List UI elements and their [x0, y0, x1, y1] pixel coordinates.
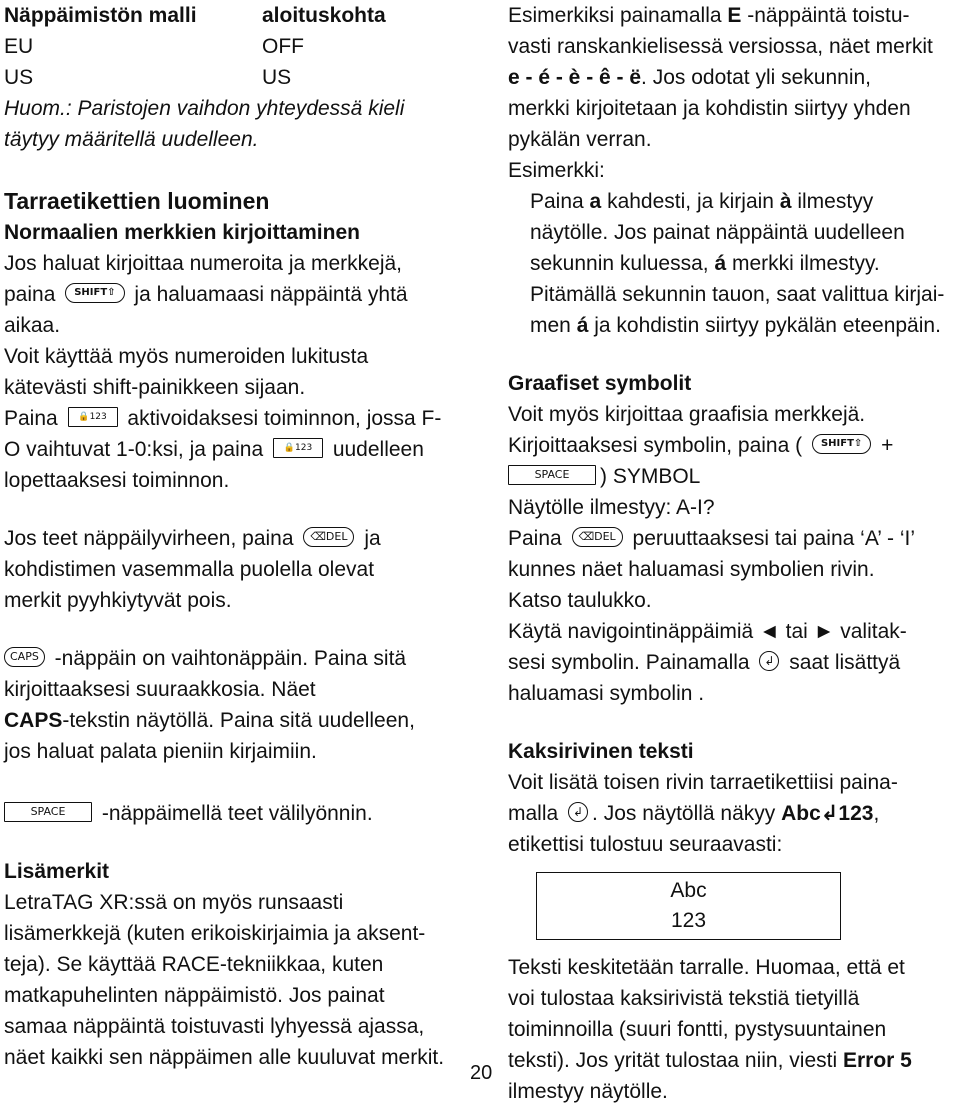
table-cell: US	[262, 66, 292, 89]
table-head-start: aloituskohta	[262, 4, 386, 27]
label-line-1: Abc	[670, 879, 707, 902]
text-line: Pitämällä sekunnin tauon, saat valittua kirjai-	[530, 283, 945, 306]
text-fragment: aktivoidaksesi toiminnon, jossa F-	[127, 407, 442, 430]
text-line	[4, 798, 459, 829]
text-fragment: men	[530, 314, 577, 337]
text-line	[4, 434, 459, 465]
text-line: LetraTAG XR:ssä on myös runsaasti	[4, 891, 344, 914]
table-row	[4, 62, 459, 93]
text-fragment: sesi symbolin. Painamalla	[508, 651, 750, 674]
table-cell: US	[4, 66, 34, 89]
keyboard-table-header	[4, 0, 459, 31]
space-key-icon: SPACE	[4, 802, 92, 822]
text-line: Jos haluat kirjoittaa numeroita ja merkkejä,	[4, 252, 403, 275]
caps-key-icon: CAPS	[4, 647, 45, 667]
text-line: Käytä navigointinäppäimiä ◄ tai ► valitak-	[508, 620, 907, 643]
shift-key-icon: SHIFT⇧	[65, 283, 124, 303]
text-fragment: O vaihtuvat 1-0:ksi, ja paina	[4, 438, 264, 461]
text-fragment: peruuttaaksesi tai paina ‘A’ - ‘I’	[632, 527, 915, 550]
note-line: Huom.: Paristojen vaihdon yhteydessä kieli	[4, 97, 405, 120]
text-fragment: Paina	[4, 407, 58, 430]
text-line: teja). Se käyttää RACE-tekniikkaa, kuten	[4, 953, 384, 976]
text-line: voi tulostaa kaksirivistä tekstiä tietyillä	[508, 987, 860, 1010]
text-line	[4, 403, 459, 434]
text-line: samaa näppäintä toistuvasti lyhyessä ajassa,	[4, 1015, 425, 1038]
accent-letter: á	[714, 252, 727, 275]
key-letter: E	[727, 4, 742, 27]
text-fragment: kahdesti, ja kirjain	[601, 190, 780, 213]
text-fragment: paina	[4, 283, 56, 306]
text-line	[508, 62, 953, 93]
text-fragment: +	[881, 434, 894, 457]
text-line: kohdistimen vasemmalla puolella olevat	[4, 558, 375, 581]
num-lock-key-icon: 🔒123	[68, 407, 118, 427]
key-letter: a	[589, 190, 602, 213]
text-line	[508, 523, 953, 554]
text-line	[508, 248, 953, 279]
text-line	[508, 647, 953, 678]
text-line: Voit käyttää myös numeroiden lukitusta	[4, 345, 369, 368]
text-fragment: . Jos näytöllä näkyy	[592, 802, 782, 825]
text-line	[508, 310, 953, 341]
text-line: Voit lisätä toisen rivin tarraetikettiisi paina-	[508, 771, 898, 794]
text-line	[508, 798, 953, 829]
text-line: Esimerkki:	[508, 159, 605, 182]
text-fragment: Paina	[530, 190, 590, 213]
note-line: täytyy määritellä uudelleen.	[4, 128, 259, 151]
text-line: näytölle. Jos painat näppäintä uudelleen	[530, 221, 905, 244]
text-fragment: Esimerkiksi painamalla	[508, 4, 728, 27]
text-line: näet kaikki sen näppäimen alle kuuluvat merkit.	[4, 1046, 445, 1069]
delete-key-icon: ⌫DEL	[572, 527, 623, 547]
section-heading: Graafiset symbolit	[508, 372, 692, 395]
text-line: lopettaaksesi toiminnon.	[4, 469, 230, 492]
subsection-heading: Normaalien merkkien kirjoittaminen	[4, 221, 360, 244]
text-line: Teksti keskitetään tarralle. Huomaa, että et	[508, 956, 905, 979]
accent-letter: á	[576, 314, 589, 337]
text-fragment: malla	[508, 802, 559, 825]
text-fragment: ilmestyy	[791, 190, 874, 213]
text-fragment: uudelleen	[332, 438, 424, 461]
text-line: vasti ranskankielisessä versiossa, näet merkit	[508, 35, 933, 58]
text-line: ilmestyy näytölle.	[508, 1080, 668, 1103]
text-fragment: -näppäin on vaihtonäppäin. Paina sitä	[54, 647, 407, 670]
label-preview	[536, 872, 841, 940]
space-key-icon: SPACE	[508, 465, 596, 485]
text-line	[508, 1045, 953, 1076]
text-fragment: merkki ilmestyy.	[726, 252, 880, 275]
text-line: matkapuhelinten näppäimistö. Jos painat	[4, 984, 385, 1007]
display-sample: Abc↲123	[781, 802, 874, 825]
text-fragment: ja kohdistin siirtyy pykälän eteenpäin.	[588, 314, 941, 337]
text-line: Näytölle ilmestyy: A-I?	[508, 496, 715, 519]
enter-key-icon: ↲	[568, 802, 588, 822]
text-fragment: -näppäintä toistu-	[741, 4, 910, 27]
section-heading: Lisämerkit	[4, 860, 110, 883]
text-line	[508, 186, 953, 217]
text-line: kunnes näet haluamasi symbolien rivin.	[508, 558, 875, 581]
text-line	[508, 0, 953, 31]
text-line: etikettisi tulostuu seuraavasti:	[508, 833, 783, 856]
text-line: pykälän verran.	[508, 128, 652, 151]
text-line: aikaa.	[4, 314, 61, 337]
text-line: lisämerkkejä (kuten erikoiskirjaimia ja aksent-	[4, 922, 426, 945]
text-fragment: Paina	[508, 527, 562, 550]
text-line: kätevästi shift-painikkeen sijaan.	[4, 376, 306, 399]
text-line	[508, 430, 953, 461]
text-line: jos haluat palata pieniin kirjaimiin.	[4, 740, 317, 763]
text-line	[4, 643, 459, 674]
text-line	[508, 461, 953, 492]
section-heading: Kaksirivinen teksti	[508, 740, 694, 763]
accent-letter: à	[779, 190, 792, 213]
text-fragment: ,	[873, 802, 880, 825]
accent-sequence: e - é - è - ê - ë	[508, 66, 642, 89]
error-code: Error 5	[842, 1049, 912, 1072]
section-heading: Tarraetikettien luominen	[4, 188, 270, 214]
text-line: merkki kirjoitetaan ja kohdistin siirtyy yhden	[508, 97, 911, 120]
text-line: Voit myös kirjoittaa graafisia merkkejä.	[508, 403, 866, 426]
delete-key-icon: ⌫DEL	[303, 527, 354, 547]
text-fragment: . Jos odotat yli sekunnin,	[641, 66, 872, 89]
text-line: Katso taulukko.	[508, 589, 652, 612]
text-line	[4, 523, 459, 554]
text-fragment: sekunnin kuluessa,	[530, 252, 715, 275]
left-column	[4, 0, 459, 1073]
caps-word: CAPS	[4, 709, 63, 732]
text-fragment: ja haluamaasi näppäintä yhtä	[134, 283, 408, 306]
text-fragment: -näppäimellä teet välilyönnin.	[101, 802, 373, 825]
text-line: kirjoittaaksesi suuraakkosia. Näet	[4, 678, 316, 701]
text-line	[4, 705, 459, 736]
shift-key-icon: SHIFT⇧	[812, 434, 871, 454]
page-number: 20	[470, 1062, 493, 1084]
text-fragment: teksti). Jos yrität tulostaa niin, viesti	[508, 1049, 843, 1072]
text-line: toiminnoilla (suuri fontti, pystysuuntainen	[508, 1018, 887, 1041]
num-lock-key-icon: 🔒123	[273, 438, 323, 458]
text-fragment: ja	[364, 527, 381, 550]
table-cell: OFF	[262, 35, 304, 58]
text-line	[4, 279, 459, 310]
table-cell: EU	[4, 35, 34, 58]
right-column	[508, 0, 953, 1107]
text-fragment: ) SYMBOL	[600, 465, 701, 488]
text-line: merkit pyyhkiytyvät pois.	[4, 589, 232, 612]
text-fragment: Kirjoittaaksesi symbolin, paina (	[508, 434, 803, 457]
table-row	[4, 31, 459, 62]
text-line: haluamasi symbolin .	[508, 682, 705, 705]
text-fragment: -tekstin näytöllä. Paina sitä uudelleen,	[62, 709, 415, 732]
text-fragment: saat lisättyä	[789, 651, 901, 674]
label-line-2: 123	[670, 909, 707, 932]
text-fragment: Jos teet näppäilyvirheen, paina	[4, 527, 294, 550]
enter-key-icon: ↲	[759, 651, 779, 671]
table-head-layout: Näppäimistön malli	[4, 4, 197, 27]
